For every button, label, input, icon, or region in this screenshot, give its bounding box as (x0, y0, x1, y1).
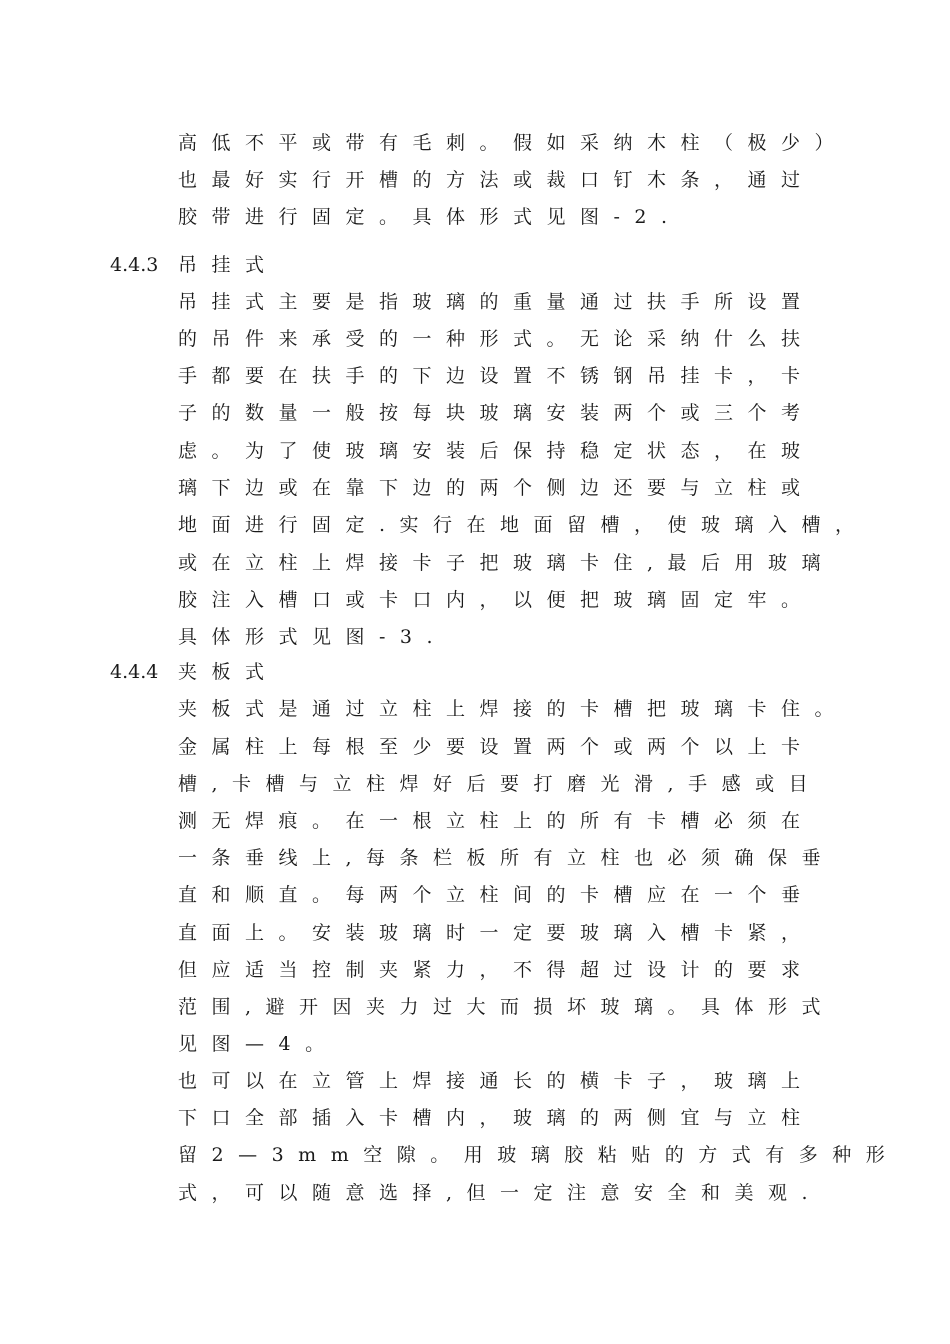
body-text-line: 璃下边或在靠下边的两个侧边还要与立柱或 (178, 477, 815, 499)
body-text-line: 或在立柱上焊接卡子把玻璃卡住,最后用玻璃 (178, 552, 836, 574)
body-text-line: 直面上。安装玻璃时一定要玻璃入槽卡紧， (178, 922, 815, 944)
body-text-line: 具体形式见图-3. (178, 626, 448, 648)
body-text-line: 胶注入槽口或卡口内，以便把玻璃固定牢。 (178, 589, 815, 611)
section-number: 4.4.3 (110, 254, 159, 276)
body-text-line: 下口全部插入卡槽内，玻璃的两侧宜与立柱 (178, 1107, 815, 1129)
body-text-line: 的吊件来承受的一种形式。无论采纳什么扶 (178, 328, 815, 350)
body-text-line: 胶带进行固定。具体形式见图-2. (178, 206, 682, 228)
body-text-line: 夹板式是通过立柱上焊接的卡槽把玻璃卡住。 (178, 698, 849, 720)
body-text-line: 手都要在扶手的下边设置不锈钢吊挂卡，卡 (178, 365, 815, 387)
body-text-line: 虑。为了使玻璃安装后保持稳定状态，在玻 (178, 440, 815, 462)
section-title: 吊挂式 (178, 254, 279, 276)
body-text-line: 也最好实行开槽的方法或裁口钉木条，通过 (178, 169, 815, 191)
body-text-line: 也可以在立管上焊接通长的横卡子，玻璃上 (178, 1070, 815, 1092)
body-text-line: 一条垂线上,每条栏板所有立柱也必须确保垂 (178, 847, 836, 869)
body-text-line: 测无焊痕。在一根立柱上的所有卡槽必须在 (178, 810, 815, 832)
section-title: 夹板式 (178, 661, 279, 683)
body-text-line: 留2—3mm空隙。用玻璃胶粘贴的方式有多种形 (178, 1144, 900, 1166)
body-text-line: 直和顺直。每两个立柱间的卡槽应在一个垂 (178, 884, 815, 906)
body-text-line: 槽,卡槽与立柱焊好后要打磨光滑,手感或目 (178, 773, 823, 795)
body-text-line: 范围,避开因夹力过大而损坏玻璃。具体形式 (178, 996, 836, 1018)
body-text-line: 金属柱上每根至少要设置两个或两个以上卡 (178, 736, 815, 758)
body-text-line: 子的数量一般按每块玻璃安装两个或三个考 (178, 402, 815, 424)
body-text-line: 式，可以随意选择,但一定注意安全和美观. (178, 1182, 823, 1204)
body-text-line: 但应适当控制夹紧力，不得超过设计的要求 (178, 959, 815, 981)
section-heading-444 (110, 660, 279, 684)
section-number: 4.4.4 (110, 661, 159, 683)
body-text-line: 高低不平或带有毛刺。假如采纳木柱（极少） (178, 132, 849, 154)
body-text-line: 吊挂式主要是指玻璃的重量通过扶手所设置 (178, 291, 815, 313)
body-text-line: 地面进行固定.实行在地面留槽，使玻璃入槽， (178, 514, 869, 536)
section-heading-443 (110, 253, 279, 277)
body-text-line: 见图—4。 (178, 1033, 339, 1055)
